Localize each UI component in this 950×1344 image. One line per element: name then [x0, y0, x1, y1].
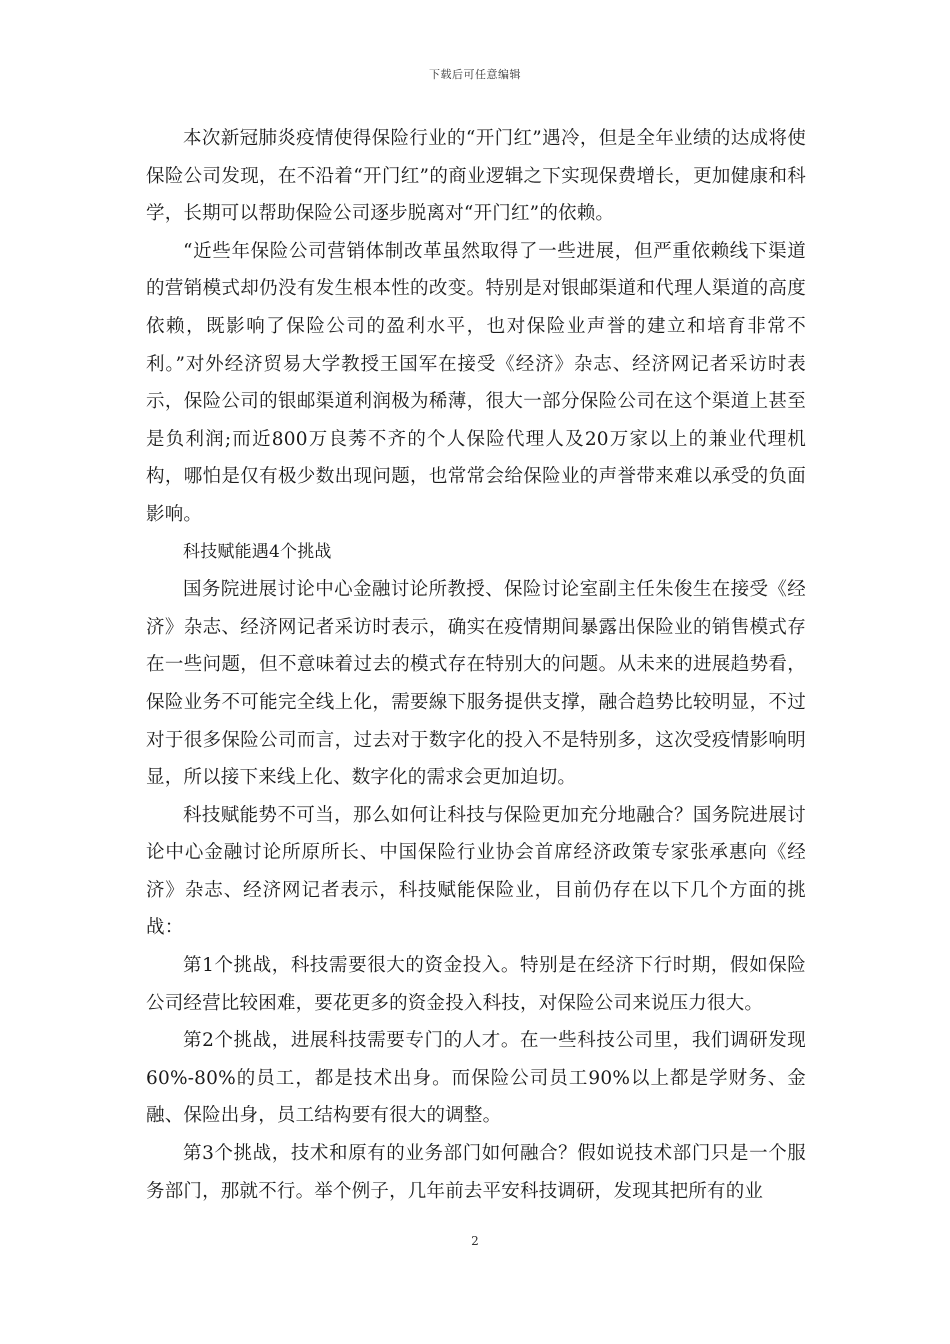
document-body: [146, 120, 806, 1210]
paragraph-5: 第1个挑战，科技需要很大的资金投入。特别是在经济下行时期，假如保险公司经营比较困难，要花更多的资金投入科技，对保险公司来说压力很大。: [146, 955, 806, 1014]
paragraph-3: 国务院进展讨论中心金融讨论所教授、保险讨论室副主任朱俊生在接受《经济》杂志、经济网记者采访时表示，确实在疫情期间暴露出保险业的销售模式存在一些问题，但不意味着过去的模式存在特别大的问题。从未来的进展趋势看，保险业务不可能完全线上化，需要線下服务提供支撑，融合趋势比较明显，不过对于很多保险公司而言，过去对于数字化的投入不是特别多，这次受疫情影响明显，所以接下来线上化、数字化的需求会更加迫切。: [146, 579, 806, 789]
page-number: 2: [471, 1234, 479, 1248]
paragraph-6: 第2个挑战，进展科技需要专门的人才。在一些科技公司里，我们调研发现60%-80%的员工，都是技术出身。而保险公司员工90%以上都是学财务、金融、保险出身，员工结构要有很大的调整。: [146, 1030, 806, 1127]
section-heading: 科技赋能遇4个挑战: [183, 541, 332, 562]
page-header: 下载后可任意编辑: [429, 68, 521, 81]
paragraph-7: 第3个挑战，技术和原有的业务部门如何融合？假如说技术部门只是一个服务部门，那就不行。举个例子，几年前去平安科技调研，发现其把所有的业: [146, 1143, 806, 1202]
paragraph-2: “近些年保险公司营销体制改革虽然取得了一些进展，但严重依赖线下渠道的营销模式却仍没有发生根本性的改变。特别是对银邮渠道和代理人渠道的高度依赖，既影响了保险公司的盈利水平，也对保险业声誉的建立和培育非常不利。”对外经济贸易大学教授王国军在接受《经济》杂志、经济网记者采访时表示，保险公司的银邮渠道利润极为稀薄，很大一部分保险公司在这个渠道上甚至是负利润;而近800万良莠不齐的个人保险代理人及20万家以上的兼业代理机构，哪怕是仅有极少数出现问题，也常常会给保险业的声誉带来难以承受的负面影响。: [146, 240, 806, 525]
paragraph-4: 科技赋能势不可当，那么如何让科技与保险更加充分地融合？国务院进展讨论中心金融讨论所原所长、中国保险行业协会首席经济政策专家张承惠向《经济》杂志、经济网记者表示，科技赋能保险业，目前仍存在以下几个方面的挑战：: [146, 804, 806, 939]
paragraph-1: 本次新冠肺炎疫情使得保险行业的“开门红”遇冷，但是全年业绩的达成将使保险公司发现，在不沿着“开门红”的商业逻辑之下实现保费增长，更加健康和科学，长期可以帮助保险公司逐步脱离对“开门红”的依赖。: [146, 128, 806, 225]
